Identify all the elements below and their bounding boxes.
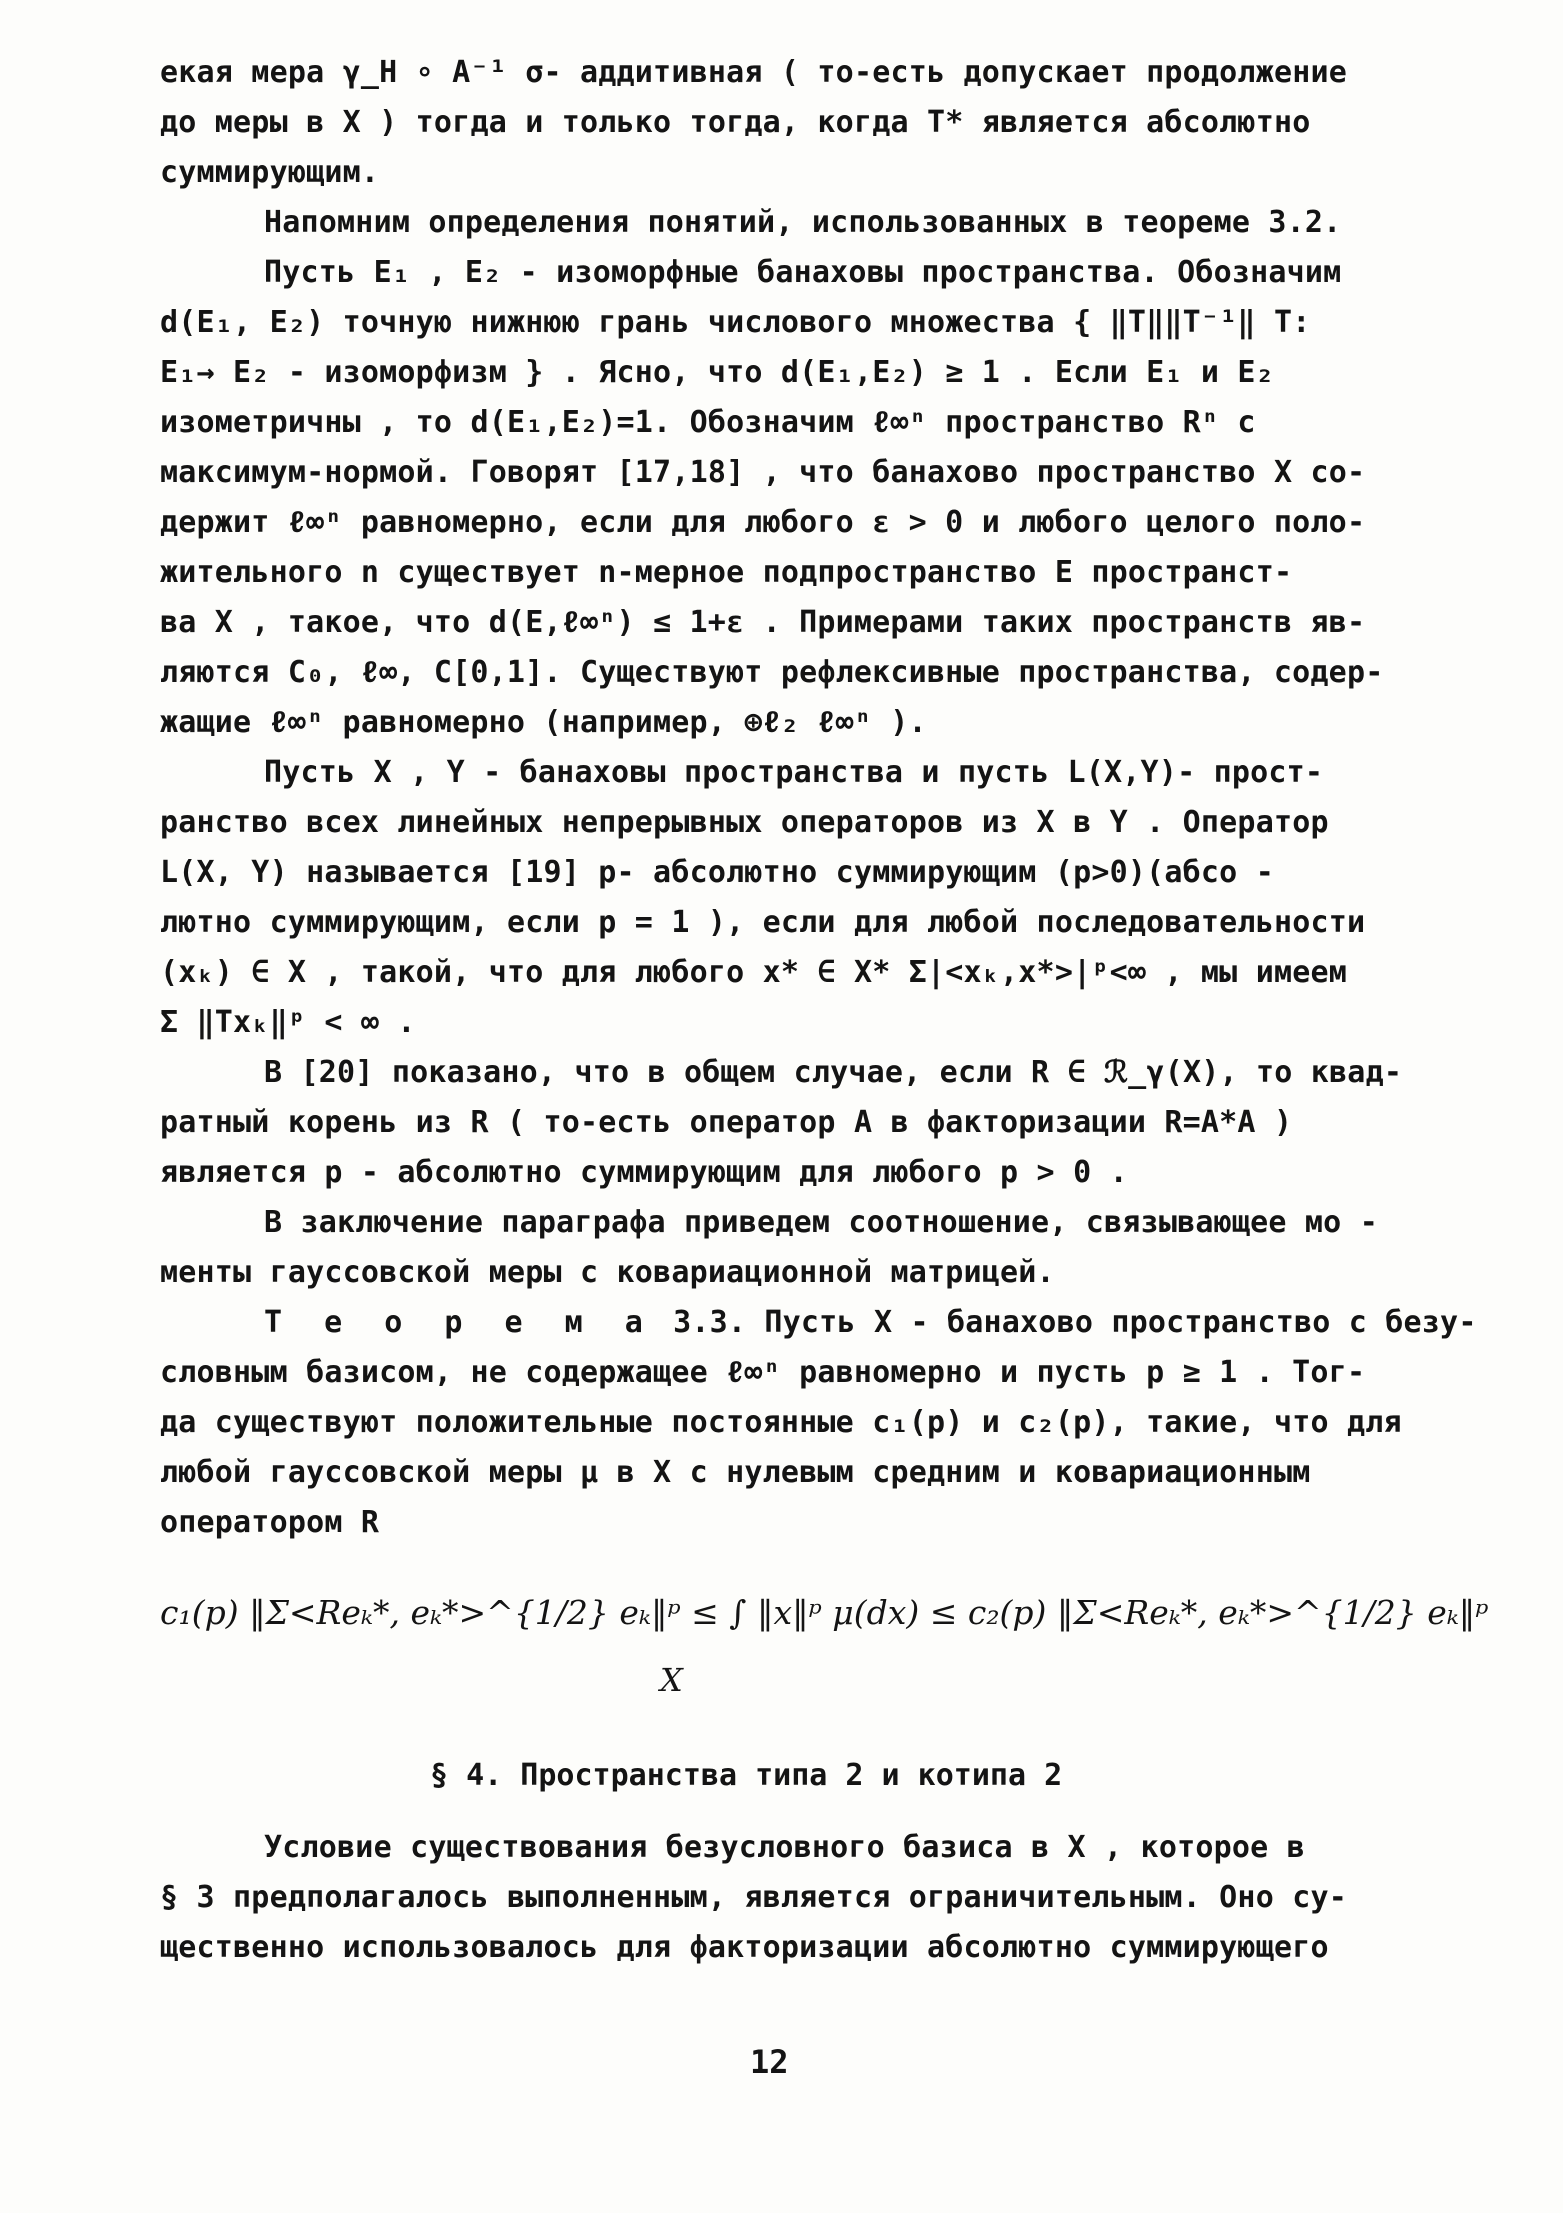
- section-heading: § 4. Пространства типа 2 и котипа 2: [430, 1758, 1063, 1793]
- text-line: держит ℓ∞ⁿ равномерно, если для любого ε > 0 и любого целого поло-: [160, 505, 1366, 540]
- moment-inequality-formula: [160, 1583, 1490, 1703]
- text-line: менты гауссовской меры с ковариационной матрицей.: [160, 1255, 1055, 1290]
- text-line: § 3 предполагалось выполненным, является ограничительным. Оно су-: [160, 1880, 1347, 1915]
- theorem-first-line: [160, 1298, 1490, 1348]
- text-line: Условие существования безусловного базиса в X , которое в: [264, 1830, 1305, 1865]
- text-line: ва X , такое, что d(E,ℓ∞ⁿ) ≤ 1+ε . Примерами таких пространств яв-: [160, 605, 1366, 640]
- theorem-label: Т е о р е м а: [264, 1305, 655, 1340]
- section-paragraph: [160, 1823, 1490, 1973]
- text-line: В [20] показано, что в общем случае, если R ∈ ℛ_γ(X), то квад-: [264, 1055, 1403, 1090]
- theorem-text: 3.3. Пусть X - банахово пространство с безу-: [673, 1305, 1477, 1340]
- text-line: Σ ‖Txₖ‖ᵖ < ∞ .: [160, 1005, 416, 1040]
- text-line: d(E₁, E₂) точную нижнюю грань числового множества { ‖T‖‖T⁻¹‖ T:: [160, 305, 1311, 340]
- text-line: любой гауссовской меры μ в X с нулевым средним и ковариационным: [160, 1455, 1311, 1490]
- text-line: изометричны , то d(E₁,E₂)=1. Обозначим ℓ∞ⁿ пространство Rⁿ с: [160, 405, 1256, 440]
- text-line: жащие ℓ∞ⁿ равномерно (например, ⊕ℓ₂ ℓ∞ⁿ ).: [160, 705, 927, 740]
- text-line: екая мера γ_H ∘ A⁻¹ σ- аддитивная ( то-есть допускает продолжение: [160, 55, 1347, 90]
- text-line: до меры в X ) тогда и только тогда, когда T* является абсолютно: [160, 105, 1311, 140]
- text-line: L(X, Y) называется [19] p- абсолютно суммирующим (p>0)(абсо -: [160, 855, 1274, 890]
- text-line: является p - абсолютно суммирующим для любого p > 0 .: [160, 1155, 1128, 1190]
- text-line: максимум-нормой. Говорят [17,18] , что банахово пространство X со-: [160, 455, 1366, 490]
- formula-main: c₁(p) ‖Σ<Reₖ*, eₖ*>^{1/2} eₖ‖ᵖ ≤ ∫ ‖x‖ᵖ μ(dx) ≤ c₂(p) ‖Σ<Reₖ*, eₖ*>^{1/2} eₖ‖ᵖ: [160, 1593, 1489, 1632]
- text-line: жительного n существует n-мерное подпространство E пространст-: [160, 555, 1293, 590]
- page-number: 12: [750, 2043, 789, 2081]
- text-line: Пусть E₁ , E₂ - изоморфные банаховы пространства. Обозначим: [264, 255, 1342, 290]
- text-line: суммирующим.: [160, 155, 380, 190]
- text-line: оператором R: [160, 1505, 380, 1540]
- formula-integral-domain: X: [660, 1661, 683, 1699]
- text-line: Пусть X , Y - банаховы пространства и пусть L(X,Y)- прост-: [264, 755, 1324, 790]
- text-line: словным базисом, не содержащее ℓ∞ⁿ равномерно и пусть p ≥ 1 . Тог-: [160, 1355, 1366, 1390]
- text-line: да существуют положительные постоянные c₁(p) и c₂(p), такие, что для: [160, 1405, 1402, 1440]
- page-body: [160, 48, 1490, 2081]
- text-line: E₁→ E₂ - изоморфизм } . Ясно, что d(E₁,E₂) ≥ 1 . Если E₁ и E₂: [160, 355, 1274, 390]
- text-line: ляются C₀, ℓ∞, C[0,1]. Существуют рефлексивные пространства, содер-: [160, 655, 1384, 690]
- text-line: лютно суммирующим, если p = 1 ), если для любой последовательности: [160, 905, 1366, 940]
- text-line: ратный корень из R ( то-есть оператор A в факторизации R=A*A ): [160, 1105, 1293, 1140]
- text-line: ранство всех линейных непрерывных операторов из X в Y . Оператор: [160, 805, 1329, 840]
- text-line: Напомним определения понятий, использованных в теореме 3.2.: [264, 205, 1342, 240]
- text-line: В заключение параграфа приведем соотношение, связывающее мо -: [264, 1205, 1378, 1240]
- text-line: (xₖ) ∈ X , такой, что для любого x* ∈ X* Σ|<xₖ,x*>|ᵖ<∞ , мы имеем: [160, 955, 1347, 990]
- text-line: щественно использовалось для факторизации абсолютно суммирующего: [160, 1930, 1329, 1965]
